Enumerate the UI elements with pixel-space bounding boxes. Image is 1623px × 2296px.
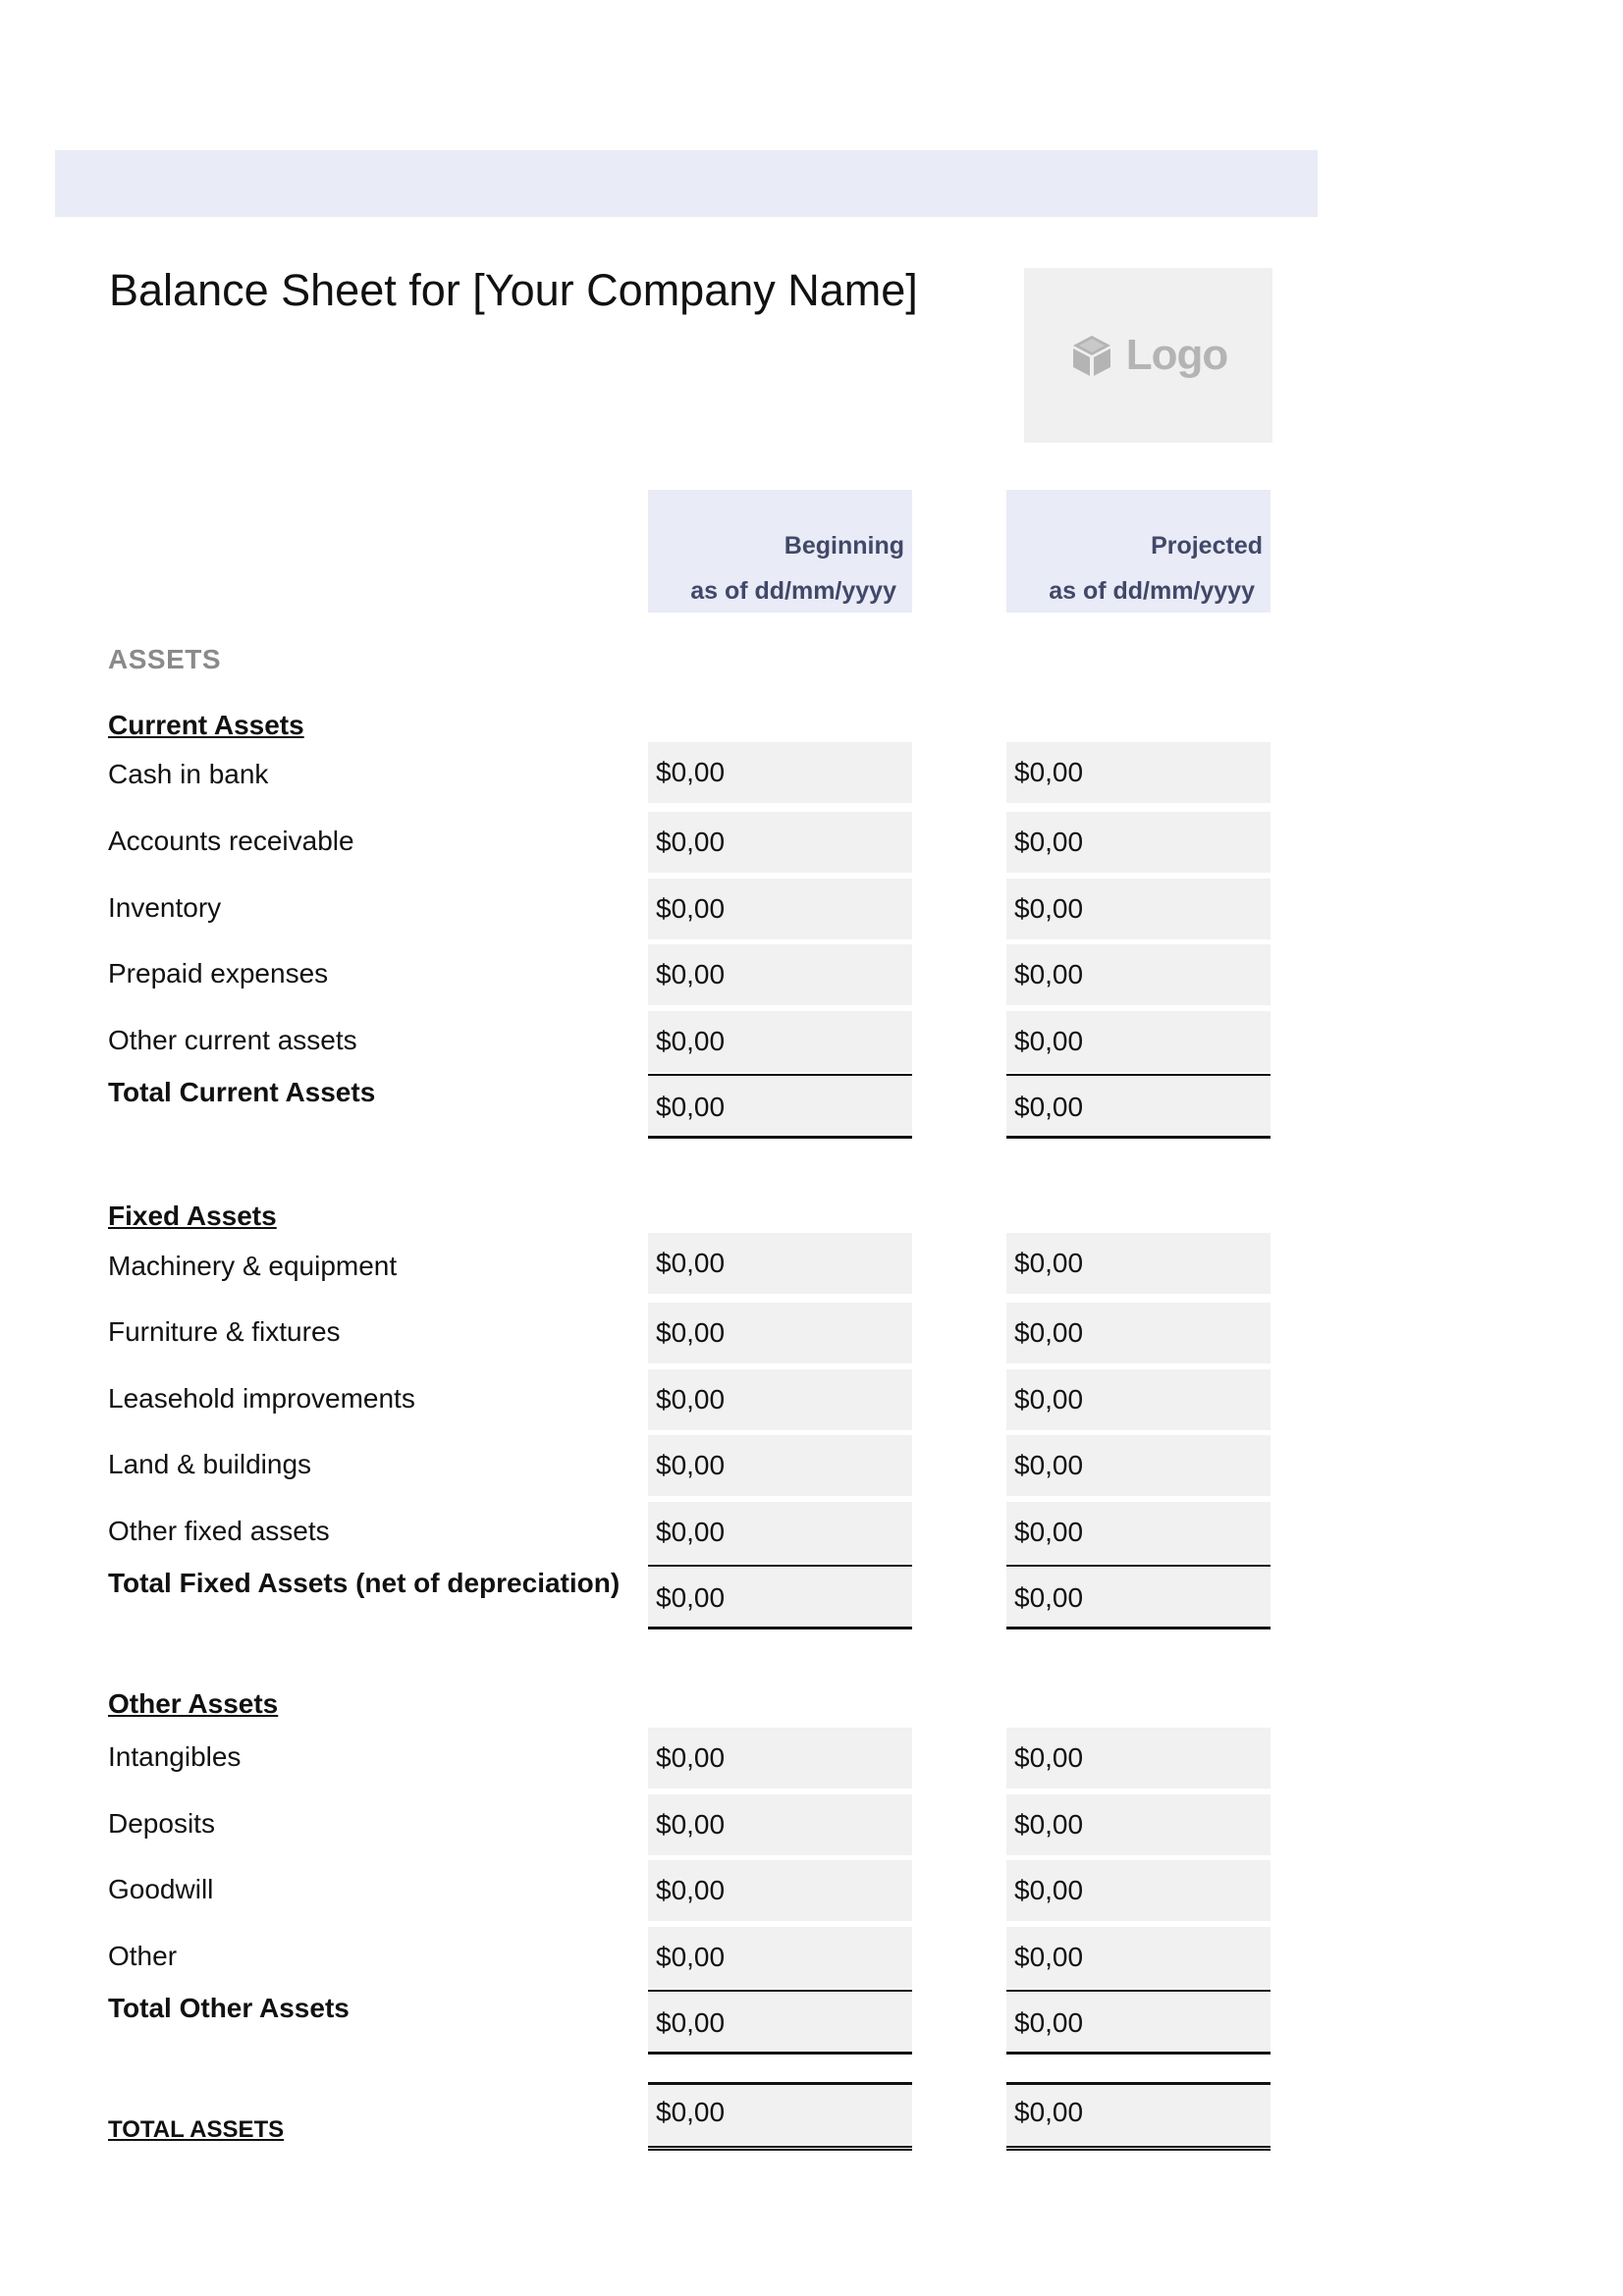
beginning-cell[interactable]: $0,00 [648,1303,912,1363]
beginning-cell[interactable]: $0,00 [648,1502,912,1563]
cube-icon [1069,333,1114,378]
projected-cell[interactable]: $0,00 [1006,879,1271,939]
row-label: Other fixed assets [108,1516,330,1546]
beginning-cell[interactable]: $0,00 [648,1794,912,1855]
assets-label: ASSETS [108,644,222,674]
projected-cell[interactable]: $0,00 [1006,1011,1271,1072]
row-label: Land & buildings [108,1449,312,1479]
beginning-cell[interactable]: $0,00 [648,742,912,803]
beginning-cell[interactable]: $0,00 [648,1435,912,1496]
grand-total-beginning-cell: $0,00 [648,2082,912,2151]
row-label: Leasehold improvements [108,1383,415,1414]
section-heading: Fixed Assets [108,1201,277,1231]
total-beginning-cell: $0,00 [648,1565,912,1629]
projected-cell[interactable]: $0,00 [1006,812,1271,873]
column-header-title: Projected [1151,532,1263,560]
total-projected-cell: $0,00 [1006,1990,1271,2055]
row-label: Furniture & fixtures [108,1316,341,1347]
row-label: Machinery & equipment [108,1251,398,1281]
grand-total-projected-cell: $0,00 [1006,2082,1271,2151]
row-label: Other current assets [108,1025,357,1055]
column-header-date: as of dd/mm/yyyy [690,577,896,605]
column-header-date: as of dd/mm/yyyy [1049,577,1255,605]
total-projected-cell: $0,00 [1006,1565,1271,1629]
row-label: Cash in bank [108,759,269,789]
row-label: Inventory [108,892,222,923]
row-label: Other [108,1941,178,1971]
beginning-cell[interactable]: $0,00 [648,1369,912,1430]
total-label: Total Fixed Assets (net of depreciation) [108,1568,621,1598]
beginning-cell[interactable]: $0,00 [648,1860,912,1921]
row-label: Accounts receivable [108,826,354,856]
section-heading: Other Assets [108,1688,279,1719]
logo-text: Logo [1125,331,1228,379]
total-beginning-cell: $0,00 [648,1990,912,2055]
beginning-cell[interactable]: $0,00 [648,944,912,1005]
projected-cell[interactable]: $0,00 [1006,1794,1271,1855]
column-header-projected [1006,490,1271,613]
row-label: Intangibles [108,1741,242,1772]
page-title: Balance Sheet for [Your Company Name] [109,265,918,315]
beginning-cell[interactable]: $0,00 [648,812,912,873]
projected-cell[interactable]: $0,00 [1006,1435,1271,1496]
projected-cell[interactable]: $0,00 [1006,1303,1271,1363]
projected-cell[interactable]: $0,00 [1006,1502,1271,1563]
column-header-beginning [648,490,912,613]
projected-cell[interactable]: $0,00 [1006,1860,1271,1921]
section-heading: Current Assets [108,710,304,740]
beginning-cell[interactable]: $0,00 [648,1011,912,1072]
total-label: Total Current Assets [108,1077,376,1107]
beginning-cell[interactable]: $0,00 [648,1728,912,1789]
total-beginning-cell: $0,00 [648,1074,912,1139]
header-band [55,150,1318,217]
projected-cell[interactable]: $0,00 [1006,1927,1271,1988]
beginning-cell[interactable]: $0,00 [648,1927,912,1988]
grand-total-label: TOTAL ASSETS [108,2116,285,2143]
column-header-title: Beginning [784,532,904,560]
total-projected-cell: $0,00 [1006,1074,1271,1139]
projected-cell[interactable]: $0,00 [1006,742,1271,803]
beginning-cell[interactable]: $0,00 [648,879,912,939]
logo-placeholder[interactable] [1024,268,1272,443]
row-label: Goodwill [108,1874,214,1904]
projected-cell[interactable]: $0,00 [1006,1369,1271,1430]
total-label: Total Other Assets [108,1993,350,2023]
row-label: Deposits [108,1808,215,1839]
row-label: Prepaid expenses [108,958,329,988]
projected-cell[interactable]: $0,00 [1006,1728,1271,1789]
projected-cell[interactable]: $0,00 [1006,1233,1271,1294]
beginning-cell[interactable]: $0,00 [648,1233,912,1294]
projected-cell[interactable]: $0,00 [1006,944,1271,1005]
